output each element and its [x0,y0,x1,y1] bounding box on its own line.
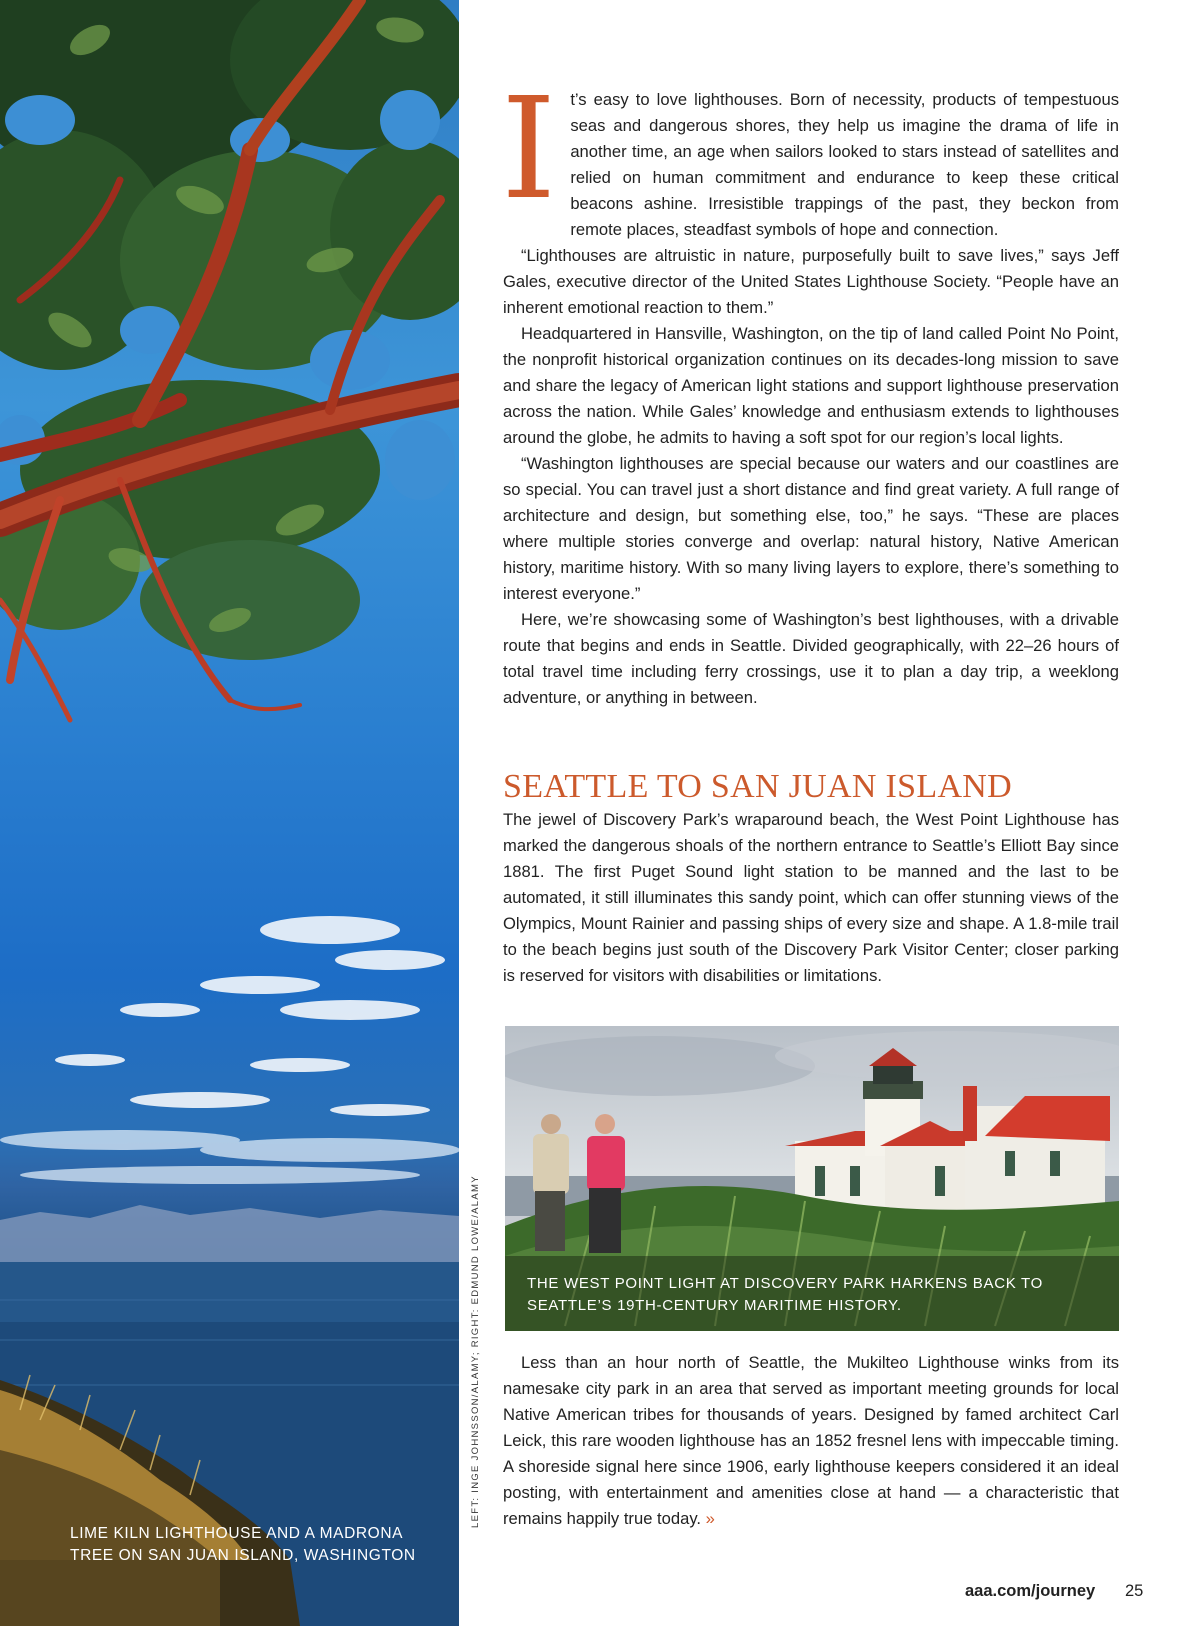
paragraph-6: The jewel of Discovery Park’s wraparound beach, the West Point Lighthouse has marked the dangerous shoals of the northern entrance to Seattle’s Elliott Bay since 1881. The first Puget Sound light station to be manned and the last to be automated, it still illuminates this sandy point, which can offer stunning views of the Olympics, Mount Rainier and passing ships of every size and shape. A 1.8-mile trail to the beach begins just south of the Discovery Park Visitor Center; closer parking is reserved for visitors with disabilities or limitations. [503,810,1119,985]
article-intro [501,68,1119,711]
paragraph-1-text: t’s easy to love lighthouses. Born of necessity, products of tempestuous seas and dangerous shores, they help us imagine the drama of life in another time, an age when sailors looked to stars instead of satellites and relied on human commitment and endurance to keep these critical beacons ashine. Irresistible trappings of the past, they beckon from remote places, steadfast symbols of hope and connection. [570,90,1119,239]
paragraph-5: Here, we’re showcasing some of Washington’s best lighthouses, with a drivable route that begins and ends in Seattle. Divided geographically, with 22–26 hours of total travel time including ferry crossings, use it to plan a day trip, a weeklong adventure, or anything in between. [503,610,1119,707]
paragraph-7-text: Less than an hour north of Seattle, the Mukilteo Lighthouse winks from its namesake city park in an area that served as important meeting grounds for local Native American tribes for thousands of years. Designed by famed architect Carl Leick, this rare wooden lighthouse has an 1852 fresnel lens with impeccable timing. A shoreside signal here since 1906, early lighthouse keepers considered it an ideal posting, with entertainment and amenities close at hand — a characteristic that remains happily true today. [503,1353,1119,1528]
paragraph-3: Headquartered in Hansville, Washington, on the tip of land called Point No Point, the nonprofit historical organization continues on its decades-long mission to save and share the legacy of American light stations and support lighthouse preservation across the nation. While Gales’ knowledge and enthusiasm extends to lighthouses around the globe, he admits to having a soft spot for our region’s local lights. [503,324,1119,447]
left-photo-caption: LIME KILN LIGHTHOUSE AND A MADRONA TREE ON SAN JUAN ISLAND, WASHINGTON [70,1525,416,1564]
left-photo [0,0,459,1626]
footer-url[interactable]: aaa.com/journey [965,1582,1096,1600]
lighthouse-photo-caption: THE WEST POINT LIGHT AT DISCOVERY PARK HARKENS BACK TO SEATTLE’S 19TH-CENTURY MARITIME HISTORY. [527,1275,1043,1314]
drop-cap: I [501,68,557,231]
paragraph-7 [503,1350,1119,1532]
section-body [503,807,1119,989]
closing-body [503,1350,1119,1532]
continue-arrow-icon: » [705,1509,715,1528]
lighthouse-photo [505,1026,1119,1331]
paragraph-4: “Washington lighthouses are special because our waters and our coastlines are so special. You can travel just a short distance and find great variety. A full range of architecture and design, but something else, too,” he says. “These are places where multiple stories converge and overlap: natural history, Native American history, maritime history. With so many living layers to explore, there’s something to interest everyone.” [503,454,1119,603]
paragraph-2: “Lighthouses are altruistic in nature, purposefully built to save lives,” says Jeff Gales, executive director of the United States Lighthouse Society. “People have an inherent emotional reaction to them.” [503,246,1119,317]
paragraph-1 [501,68,1119,243]
section-heading: SEATTLE TO SAN JUAN ISLAND [503,768,1013,805]
photo-credit: LEFT: INGE JOHNSSON/ALAMY; RIGHT: EDMUND LOWE/ALAMY [470,1175,481,1528]
page-number: 25 [1125,1582,1144,1600]
madrona-tree-sea-illustration [0,0,459,1626]
